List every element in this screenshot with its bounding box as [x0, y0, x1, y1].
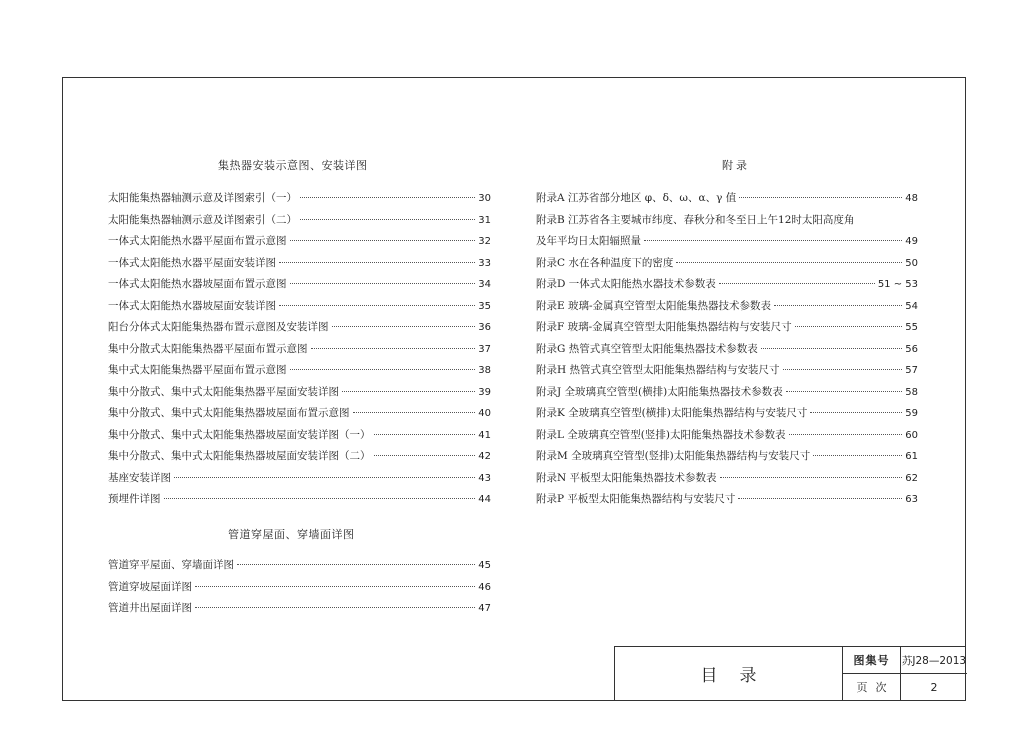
toc-entry-page: 56	[905, 343, 918, 355]
toc-entry-title: 集中分散式、集中式太阳能集热器平屋面安装详图	[108, 385, 339, 398]
atlas-number-value: 苏J28—2013	[901, 647, 967, 674]
toc-entry-page: 55	[905, 322, 918, 333]
toc-entry-page: 46	[478, 581, 491, 593]
toc-entry-page: 34	[478, 279, 491, 290]
toc-entry[interactable]	[536, 317, 918, 339]
dot-leader	[342, 391, 475, 392]
toc-entry-page: 49	[905, 236, 918, 247]
toc-entry[interactable]	[536, 253, 918, 275]
toc-entry-page: 60	[905, 429, 918, 441]
toc-entry[interactable]	[108, 188, 491, 210]
dot-leader	[374, 434, 476, 435]
toc-entry[interactable]	[108, 577, 491, 599]
toc-entry[interactable]	[108, 446, 491, 468]
dot-leader	[810, 412, 902, 413]
toc-entry-page: 51 ~ 53	[877, 279, 918, 290]
toc-list-appendix	[536, 188, 918, 511]
dot-leader	[332, 326, 476, 327]
toc-entry-page: 38	[478, 365, 491, 376]
toc-entry-title: 附录A 江苏省部分地区 φ、δ、ω、α、γ 值	[536, 192, 737, 204]
toc-entry-title: 附录P 平板型太阳能集热器结构与安装尺寸	[536, 493, 736, 505]
toc-entry-title: 预埋件详图	[108, 493, 161, 505]
toc-entry[interactable]	[536, 188, 918, 210]
toc-entry-page: 58	[905, 386, 918, 398]
toc-entry-page: 45	[478, 560, 491, 571]
toc-entry-title: 及年平均日太阳辐照量	[536, 235, 641, 247]
dot-leader	[813, 455, 902, 456]
dot-leader	[290, 369, 476, 370]
dot-leader	[195, 586, 475, 587]
dot-leader	[290, 240, 476, 241]
toc-entry-page: 41	[478, 429, 491, 441]
toc-entry-title: 集中式太阳能集热器平屋面布置示意图	[108, 364, 287, 376]
toc-entry-title: 附录H 热管式真空管型太阳能集热器结构与安装尺寸	[536, 364, 780, 376]
toc-entry-title: 附录N 平板型太阳能集热器技术参数表	[536, 471, 717, 484]
toc-entry[interactable]	[108, 382, 491, 404]
toc-entry-page: 62	[905, 472, 918, 484]
section-heading-appendix: 附录	[722, 159, 750, 172]
toc-entry-title: 附录M 全玻璃真空管型(竖排)太阳能集热器结构与安装尺寸	[536, 450, 811, 462]
toc-entry-title: 附录F 玻璃-金属真空管型太阳能集热器结构与安装尺寸	[536, 321, 792, 333]
toc-entry[interactable]	[536, 360, 918, 382]
dot-leader	[738, 498, 902, 499]
toc-entry[interactable]	[536, 339, 918, 361]
toc-entry-title: 附录C 水在各种温度下的密度	[536, 256, 674, 269]
toc-entry-page: 31	[478, 214, 491, 226]
dot-leader	[644, 240, 902, 241]
toc-entry-page: 37	[478, 343, 491, 355]
toc-list-pipes	[108, 555, 491, 620]
toc-entry-title: 管道井出屋面详图	[108, 602, 192, 614]
toc-entry-title: 附录J 全玻璃真空管型(横排)太阳能集热器技术参数表	[536, 385, 783, 398]
toc-entry-title: 附录G 热管式真空管型太阳能集热器技术参数表	[536, 342, 758, 355]
dot-leader	[279, 262, 475, 263]
toc-entry[interactable]	[536, 403, 918, 425]
toc-entry-page: 59	[905, 408, 918, 419]
toc-entry[interactable]	[536, 296, 918, 318]
dot-leader	[353, 412, 476, 413]
toc-entry[interactable]	[108, 210, 491, 232]
dot-leader	[739, 197, 902, 198]
toc-entry-title: 一体式太阳能热水器平屋面安装详图	[108, 256, 276, 269]
page-number-label: 页次	[843, 674, 901, 700]
toc-entry-title: 集中分散式太阳能集热器平屋面布置示意图	[108, 342, 308, 355]
section-heading-installation: 集热器安装示意图、安装详图	[218, 159, 368, 172]
toc-entry-title: 集中分散式、集中式太阳能集热器坡屋面布置示意图	[108, 407, 350, 419]
toc-entry-title: 太阳能集热器轴测示意及详图索引（一）	[108, 192, 297, 204]
toc-entry-title: 集中分散式、集中式太阳能集热器坡屋面安装详图（一）	[108, 428, 371, 441]
toc-entry-title[interactable]: 附录B 江苏省各主要城市纬度、春秋分和冬至日上午12时太阳高度角	[536, 213, 855, 226]
toc-entry[interactable]	[536, 382, 918, 404]
toc-entry-title: 管道穿坡屋面详图	[108, 580, 192, 593]
dot-leader	[786, 391, 903, 392]
dot-leader	[374, 455, 476, 456]
toc-entry-title: 基座安装详图	[108, 471, 171, 484]
dot-leader	[783, 369, 903, 370]
toc-entry-title: 附录D 一体式太阳能热水器技术参数表	[536, 278, 716, 290]
toc-entry-page: 57	[905, 365, 918, 376]
dot-leader	[720, 477, 903, 478]
title-block-title: 目录	[615, 647, 843, 700]
title-block	[614, 646, 966, 701]
dot-leader	[290, 283, 476, 284]
dot-leader	[774, 305, 902, 306]
toc-entry-page: 44	[478, 494, 491, 505]
toc-entry-page: 40	[478, 408, 491, 419]
toc-entry[interactable]	[108, 274, 491, 296]
toc-entry[interactable]	[108, 598, 491, 620]
toc-entry-page: 36	[478, 322, 491, 333]
toc-entry[interactable]	[108, 339, 491, 361]
toc-entry-title: 阳台分体式太阳能集热器布置示意图及安装详图	[108, 321, 329, 333]
toc-entry-title: 附录E 玻璃-金属真空管型太阳能集热器技术参数表	[536, 299, 772, 312]
toc-entry-page: 32	[478, 236, 491, 247]
toc-entry[interactable]	[108, 489, 491, 511]
toc-entry[interactable]	[536, 274, 918, 296]
toc-entry-page: 39	[478, 386, 491, 398]
dot-leader	[300, 197, 475, 198]
atlas-number-label: 图集号	[843, 647, 901, 674]
toc-entry-page: 50	[905, 257, 918, 269]
toc-entry[interactable]	[108, 555, 491, 577]
toc-entry-page: 33	[478, 257, 491, 269]
toc-entry[interactable]	[108, 296, 491, 318]
toc-entry-title: 一体式太阳能热水器平屋面布置示意图	[108, 235, 287, 247]
toc-entry[interactable]	[536, 446, 918, 468]
toc-entry-page: 48	[905, 193, 918, 204]
toc-entry[interactable]	[108, 231, 491, 253]
dot-leader	[279, 305, 475, 306]
dot-leader	[174, 477, 475, 478]
dot-leader	[164, 498, 476, 499]
toc-entry-title: 附录K 全玻璃真空管型(横排)太阳能集热器结构与安装尺寸	[536, 407, 808, 419]
toc-entry-title: 一体式太阳能热水器坡屋面安装详图	[108, 299, 276, 312]
dot-leader	[195, 607, 475, 608]
toc-entry[interactable]	[108, 425, 491, 447]
toc-entry-page: 30	[478, 193, 491, 204]
toc-entry[interactable]	[108, 253, 491, 275]
dot-leader	[676, 262, 902, 263]
dot-leader	[237, 564, 475, 565]
toc-entry-title: 太阳能集热器轴测示意及详图索引（二）	[108, 213, 297, 226]
dot-leader	[795, 326, 903, 327]
toc-entry-title: 一体式太阳能热水器坡屋面布置示意图	[108, 278, 287, 290]
toc-entry[interactable]	[108, 468, 491, 490]
toc-entry[interactable]	[108, 403, 491, 425]
toc-entry[interactable]	[108, 360, 491, 382]
toc-entry-title: 集中分散式、集中式太阳能集热器坡屋面安装详图（二）	[108, 450, 371, 462]
dot-leader	[300, 219, 475, 220]
toc-list-installation	[108, 188, 491, 511]
page-number-value: 2	[930, 680, 938, 694]
toc-entry-page: 63	[905, 494, 918, 505]
section-heading-pipes: 管道穿屋面、穿墙面详图	[228, 528, 355, 541]
toc-entry-page: 35	[478, 300, 491, 312]
toc-entry[interactable]	[108, 317, 491, 339]
toc-entry-page: 42	[478, 451, 491, 462]
toc-entry-page: 61	[905, 451, 918, 462]
toc-entry-page: 47	[478, 603, 491, 614]
toc-entry-page: 43	[478, 472, 491, 484]
dot-leader	[789, 434, 903, 435]
toc-entry-page: 54	[905, 300, 918, 312]
toc-entry-title: 附录L 全玻璃真空管型(竖排)太阳能集热器技术参数表	[536, 428, 786, 441]
toc-entry[interactable]	[536, 425, 918, 447]
dot-leader	[719, 283, 875, 284]
dot-leader	[761, 348, 903, 349]
toc-entry[interactable]	[536, 231, 918, 253]
toc-entry[interactable]	[536, 489, 918, 511]
toc-entry[interactable]	[536, 468, 918, 490]
toc-entry-title: 管道穿平屋面、穿墙面详图	[108, 559, 234, 571]
dot-leader	[311, 348, 476, 349]
